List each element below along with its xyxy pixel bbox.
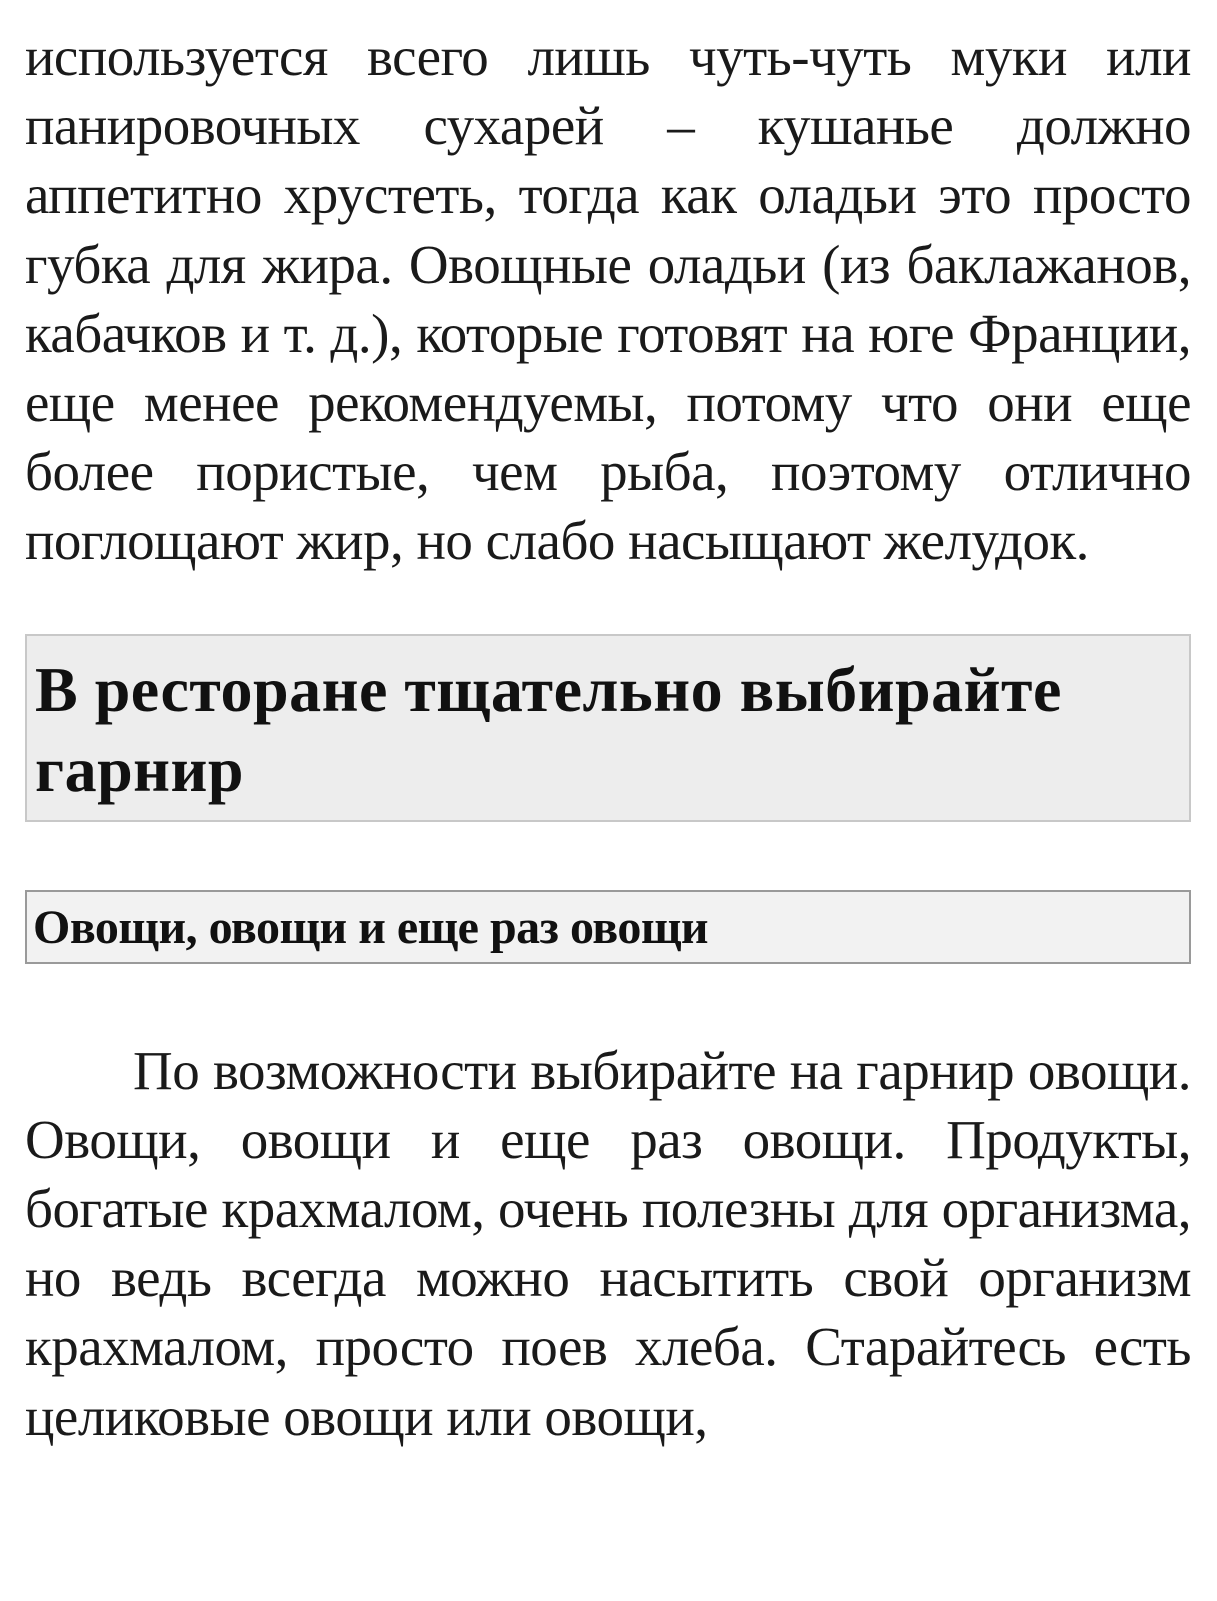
- section-heading: В ресторане тщательно выбирайте гарнир: [35, 653, 1062, 805]
- body-paragraph: По возможности выбирайте на гарнир овощи. Овощи, овощи и еще раз овощи. Продукты, богатые крахмалом, очень полезны для организма, но ведь всегда можно насытить свой организм крахмалом, просто поев хлеба. Старайтесь есть целиковые овощи или овощи,: [25, 1039, 1191, 1447]
- subsection-heading-box: [25, 890, 1191, 964]
- section-heading-box: [25, 634, 1191, 822]
- intro-paragraph: используется всего лишь чуть-чуть муки или панировочных сухарей – кушанье должно аппетитно хрустеть, тогда как оладьи это просто губка для жира. Овощные оладьи (из баклажанов, кабачков и т. д.), которые готовят на юге Франции, еще менее рекомендуемы, потому что они еще более пористые, чем рыба, поэтому отлично поглощают жир, но слабо насыщают желудок.: [25, 26, 1191, 572]
- subsection-heading: Овощи, овощи и еще раз овощи: [33, 900, 709, 954]
- document-page: [25, 22, 1191, 1451]
